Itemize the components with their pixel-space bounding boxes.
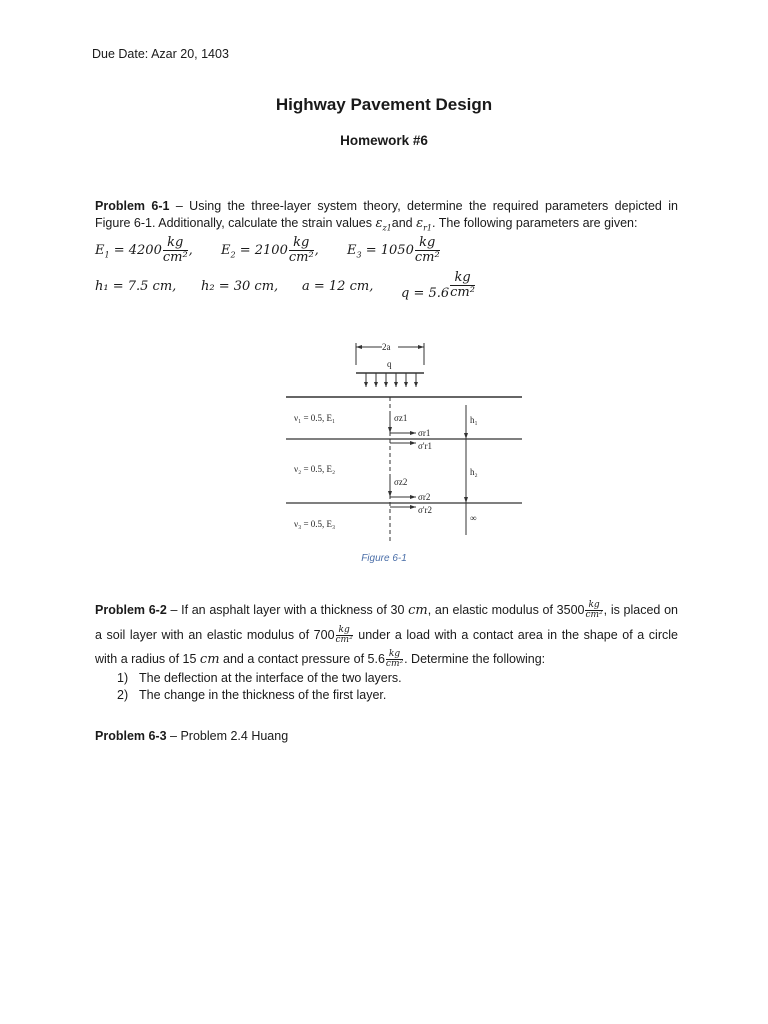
list-item: 1) The deflection at the interface of the two layers. bbox=[117, 671, 402, 685]
param-h2: h₂ = 30 cm, bbox=[201, 279, 279, 294]
problem-6-3-label: Problem 6-3 bbox=[95, 729, 167, 743]
fig-label-q: q bbox=[387, 359, 392, 369]
strain-r1: $\varepsilon_{r1}$ bbox=[416, 216, 433, 233]
problem-6-1-paragraph bbox=[95, 198, 678, 237]
fig-label-layer2: ν₂ = 0.5, E₂ bbox=[294, 464, 336, 474]
figure-caption: Figure 6-1 bbox=[361, 553, 407, 564]
fig-label-sr1: σr1 bbox=[418, 428, 431, 438]
fig-label-spr1: σ'r1 bbox=[418, 441, 432, 451]
fig-label-layer1: ν₁ = 0.5, E₁ bbox=[294, 413, 336, 423]
problem-6-2-label: Problem 6-2 bbox=[95, 603, 167, 617]
param-a: a = 12 cm, bbox=[302, 279, 374, 294]
fig-label-inf: ∞ bbox=[470, 513, 477, 523]
modulus-e1: $E_1 = 4200$ $\frac{kg}{\text{cm²}}$ , bbox=[95, 235, 193, 265]
problem-6-1-text: – Using the three-layer system theory, determine the required parameters depicted in Figure 6-1. Additionally, calculate the strain values bbox=[95, 199, 678, 230]
param-q: q = 5.6 $\frac{kg}{\text{cm²}}$ bbox=[401, 270, 475, 301]
fig-label-sz1: σz1 bbox=[394, 413, 408, 423]
fig-label-sr2: σr2 bbox=[418, 492, 431, 502]
problem-6-3-paragraph: Problem 6-3 – Problem 2.4 Huang bbox=[95, 729, 289, 743]
homework-subtitle: Homework #6 bbox=[340, 133, 428, 148]
fig-label-h1: h₁ bbox=[470, 415, 478, 425]
problem-6-2-paragraph: Problem 6-2 – If an asphalt layer with a thickness of 30 cm, an elastic modulus of 3500 $\frac{kg}{\text{cm²}}$ , is placed on a soil layer with an elastic modulus of 700 $\frac{kg}{\text{cm²}}$ under a load with a contact area in the shape of a circle with a radius of 15 cm and a contact pressure of 5.6 $\frac{kg}{\text{cm²}}$ . Determine the following: bbox=[95, 600, 678, 670]
fig-label-2a: 2a bbox=[382, 342, 391, 352]
list-item: 2) The change in the thickness of the first layer. bbox=[117, 688, 387, 702]
modulus-e3: $E_3 = 1050$ $\frac{kg}{\text{cm²}}$ bbox=[347, 235, 440, 265]
problem-6-1-label: Problem 6-1 bbox=[95, 199, 170, 213]
page-title: Highway Pavement Design bbox=[275, 95, 493, 114]
modulus-e2: $E_2 = 2100$ $\frac{kg}{\text{cm²}}$ , bbox=[221, 235, 319, 265]
fig-label-spr2: σ'r2 bbox=[418, 505, 432, 515]
fig-label-layer3: ν₃ = 0.5, E₃ bbox=[294, 519, 336, 529]
param-h1: h₁ = 7.5 cm, bbox=[95, 279, 177, 294]
due-date: Due Date: Azar 20, 1403 bbox=[92, 47, 229, 61]
problem-6-1-text-end: . The following parameters are given: bbox=[432, 216, 638, 230]
fig-label-sz2: σz2 bbox=[394, 477, 408, 487]
and-text: and bbox=[391, 216, 417, 230]
fig-label-h2: h₂ bbox=[470, 467, 478, 477]
three-layer-figure bbox=[256, 335, 526, 545]
problem-6-2-list bbox=[117, 670, 402, 704]
strain-z1: $\varepsilon_{z1}$ bbox=[375, 216, 392, 233]
